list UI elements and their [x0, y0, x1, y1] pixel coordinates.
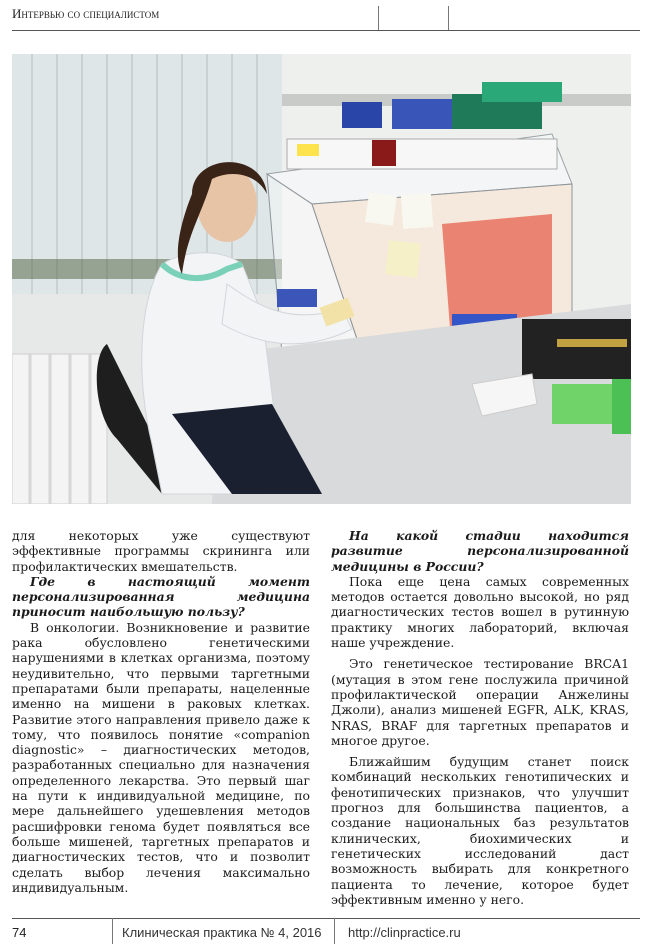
interview-question: Где в настоящий момент персонализированная медицина приносит наибольшую пользу?	[12, 573, 310, 620]
header-divider	[448, 6, 449, 30]
paragraph: для некоторых уже существуют эффективные программы скрининга или профилактических вмешательств.	[12, 528, 310, 574]
page-number: 74	[12, 925, 27, 940]
paragraph: Это генетическое тестирование BRCA1 (мутация в этом гене послужила причиной профилактической операции Анжелины Джоли), анализ мишеней EGFR, ALK, KRAS, NRAS, BRAF для таргетных препаратов и многое другое.	[331, 656, 629, 748]
lab-photo-illustration	[12, 54, 631, 504]
lab-photo	[12, 54, 631, 504]
section-title: Интервью со специалистом	[12, 6, 160, 21]
paragraph: Пока еще цена самых современных методов остается довольно высокой, но ряд диагностических тестов вошел в рутинную практику многих лабораторий, включая наше учреждение.	[331, 573, 629, 651]
right-column	[331, 528, 629, 907]
page-footer	[12, 918, 640, 946]
footer-divider	[112, 918, 113, 944]
paragraph: В онкологии. Возникновение и развитие рака обусловлено генетическими нарушениями в клетках организма, поэтому неудивительно, что первыми таргетными препаратами были препараты, нацеленные именно на мишени в раковых клетках. Развитие этого направления привело даже к тому, что появилось понятие «companion diagnostic» – диагностических методов, разработанных специально для назначения определенного лекарства. Это первый шаг на пути к индивидуальной медицине, по мере дальнейшего удешевления методов расшифровки генома будет появляться все больше мишеней, таргетных препаратов и диагностических тестов, что и позволит сделать выбор лечения максимально индивидуальным.	[12, 619, 310, 895]
journal-name: Клиническая практика № 4, 2016	[122, 925, 322, 940]
footer-divider	[334, 918, 335, 944]
header-rule	[12, 30, 640, 31]
journal-url[interactable]: http://clinpractice.ru	[348, 925, 461, 940]
page-header	[12, 0, 640, 32]
footer-rule	[12, 918, 640, 919]
left-column	[12, 528, 310, 895]
paragraph: Ближайшим будущим станет поиск комбинаций нескольких генотипических и фенотипических признаков, что улучшит прогноз для большинства пациентов, а создание национальных баз результатов клинических, биохимических и генетических исследований даст возможность выбирать для конкретного пациента то лечение, которое будет эффективным именно у него.	[331, 754, 629, 907]
header-divider	[378, 6, 379, 30]
interview-question: На какой стадии находится развитие персонализированной медицины в России?	[331, 528, 629, 574]
